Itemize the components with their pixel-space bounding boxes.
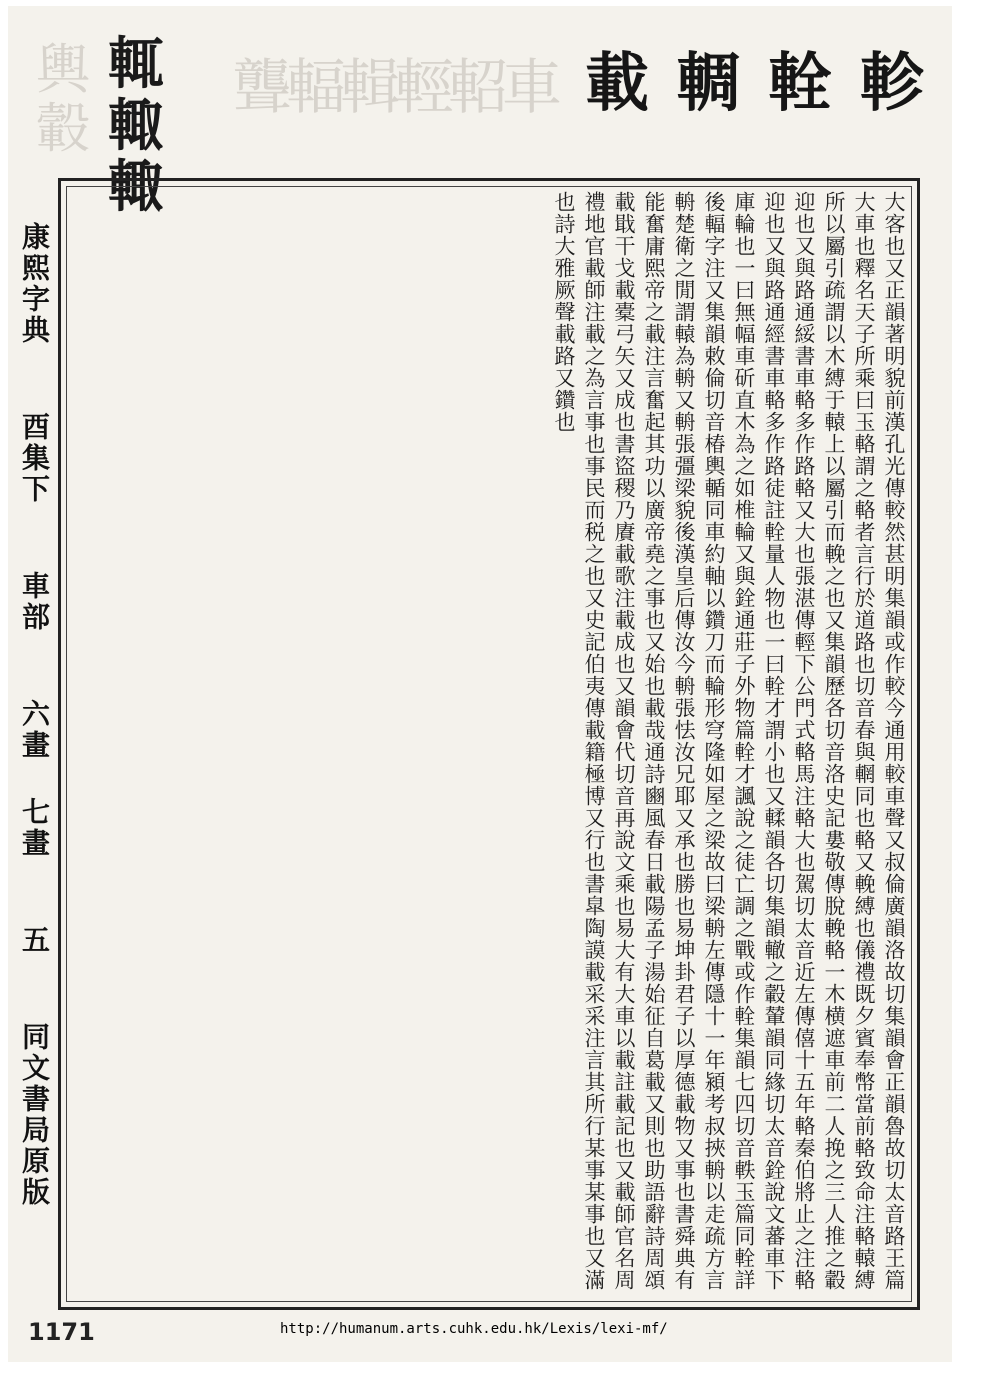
bleed-through-text-left: 輿轂 <box>36 40 90 161</box>
book-title: 康熙字典 <box>18 222 51 346</box>
side-title-column <box>14 222 54 1322</box>
dictionary-entries: 大客也又正韻著明貌前漢孔光傳較然甚明集韻或作較今通用較車聲又叔倫廣韻洛故切集韻會正韻魯故切太音路王篇大車也釋名天子所乘曰玉輅謂之輅者言行於道路也切音春與輞同也輅又輓縛也儀禮既夕賓奉幣當前輅致命注輅轅縛所以屬引疏謂以木縛于轅上以屬引而輓之也又集韻歷各切音洛史記婁敬傳脫輓輅一木横遮車前二人挽之三人推之轂迎也又與路通綏書車輅多作路輅又大也張湛傳輕下公門式輅馬注輅大也駕切太音近左傳僖十五年輅秦伯將止之注輅迎也又與路通經書車輅多作路徒註輇量人物也一曰輇才謂小也又輮韻各切集韻轍之轂輦韻同緣切太音銓說文蕃車下庫輪也一曰無幅車斫直木為之如椎輪又與銓通莊子外物篇輇才諷說之徒亡調之戰或作輇集韻七四切音軼玉篇同輇詳後輻字注又集韻敕倫切音椿輿輴同車約軸以鑽刀而輪形穹隆如屋之梁故曰梁輈左傳隱十一年潁考叔挾輈以走疏方言輈楚衛之閒謂轅為輈又輈張彊梁貌後漢皇后傳汝今輈張怯汝兄耶又承也勝也易坤卦君子以厚德載物又事也書舜典有能奮庸熙帝之載注言奮起其功以廣帝堯之事也又始也載哉通詩豳風春日載陽孟子湯始征自葛載又則也助語辭詩周頌載戢干戈載橐弓矢又成也書盜稷乃賡載歌注載成也又韻會代切音再說文乘也易大有大車以載註載記也又載師官名周禮地官載師注載之為言事也事民而税之也又史記伯夷傳載籍極博又行也書皐陶謨載采采注言其所行某事某事也又滿也詩大雅厥聲載路又鑽也 <box>552 191 906 1291</box>
page-number: 1171 <box>28 1318 95 1346</box>
header-char: 輖 <box>676 46 737 121</box>
volume-name: 酉集下 <box>18 412 51 505</box>
bleed-through-text: 聾輻輯輕軺車 <box>232 53 556 120</box>
folio-number: 五 <box>18 925 51 956</box>
publisher-name: 同文書局原版 <box>18 1022 51 1208</box>
main-text-frame <box>58 178 920 1310</box>
stroke-count: 六畫 七畫 <box>18 699 51 859</box>
header-char: 輇 <box>768 46 829 121</box>
header-right-characters <box>585 38 920 121</box>
header-char: 載 <box>585 46 645 121</box>
header-left-characters: 輒輙輙 <box>108 31 164 221</box>
header-char: 軫 <box>859 46 920 121</box>
radical-section: 車部 <box>18 571 51 633</box>
source-url-link[interactable]: http://humanum.arts.cuhk.edu.hk/Lexis/lexi-mf/ <box>280 1321 668 1337</box>
